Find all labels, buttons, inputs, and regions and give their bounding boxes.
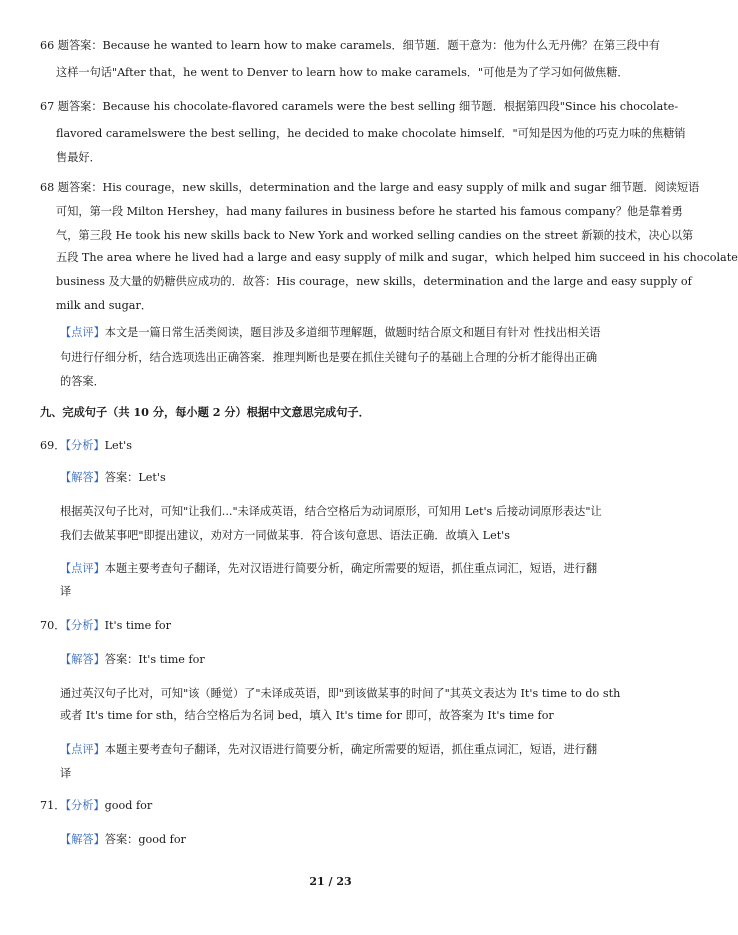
q71-analysis: good for — [104, 799, 153, 812]
q68-line-5: business 及大量的奶糖供应成功的．故答：His courage，new skills，determination and the large and easy supply of — [56, 275, 692, 288]
q69-explanation-1: 根据英汉句子比对，可知"让我们..."未译成英语，结合空格后为动词原形，可知用 Let's 后接动词原形表达"让 — [60, 505, 602, 518]
q70-analysis-line — [40, 614, 171, 638]
q70-answer-line — [60, 648, 205, 672]
section-heading: 九、完成句子（共 10 分，每小题 2 分）根据中文意思完成句子． — [40, 405, 370, 419]
q70-review-line — [60, 738, 597, 762]
q71-answer: 答案：good for — [104, 833, 186, 846]
q69-answer-line — [60, 466, 166, 490]
review-tag: 【点评】 — [60, 743, 105, 756]
q71-answer-line — [60, 828, 186, 852]
page-number: 21 / 23 — [309, 875, 352, 888]
answer-tag: 【解答】 — [60, 833, 105, 846]
q70-answer: 答案：It's time for — [104, 653, 205, 666]
q69-analysis: Let's — [104, 439, 132, 452]
q68-line-4: 五段 The area where he lived had a large and easy supply of milk and sugar，which helped him succeed in his chocolate — [56, 251, 738, 264]
analysis-tag: 【分析】 — [65, 799, 105, 812]
q69-answer: 答案：Let's — [104, 471, 166, 484]
q70-review-text: 本题主要考查句子翻译，先对汉语进行简要分析，确定所需要的短语，抓住重点词汇，短语，进行翻 — [104, 743, 598, 756]
q67-line-1: 67 题答案：Because his chocolate-flavored caramels were the best selling 细节题．根据第四段"Since his chocolate- — [40, 100, 679, 113]
q68-line-2: 可知，第一段 Milton Hershey，had many failures in business before he started his famous company？他是靠着勇 — [56, 205, 683, 218]
analysis-tag: 【分析】 — [65, 439, 105, 452]
q67-line-2: flavored caramelswere the best selling，he decided to make chocolate himself．"可知是因为他的巧克力味的焦糖销 — [56, 127, 686, 140]
q70-number: 70． — [40, 619, 66, 632]
q70-explanation-1: 通过英汉句子比对，可知"该（睡觉）了"未译成英语，即"到该做某事的时间了"其英文表达为 It's time to do sth — [60, 687, 621, 700]
q70-analysis: It's time for — [104, 619, 171, 632]
q66-line-2: 这样一句话"After that，he went to Denver to learn how to make caramels．"可他是为了学习如何做焦糖． — [56, 66, 629, 79]
q67-line-3: 售最好． — [56, 151, 101, 164]
q71-analysis-line — [40, 794, 152, 818]
q69-explanation-2: 我们去做某事吧"即提出建议，劝对方一同做某事．符合该句意思、语法正确．故填入 Let's — [60, 529, 511, 542]
q68-line-6: milk and sugar． — [56, 299, 153, 312]
answer-tag: 【解答】 — [60, 653, 105, 666]
q70-explanation-2: 或者 It's time for sth，结合空格后为名词 bed，填入 It's time for 即可，故答案为 It's time for — [60, 709, 554, 722]
review-tag: 【点评】 — [60, 562, 105, 575]
review-1-line-1 — [60, 321, 601, 345]
answer-tag: 【解答】 — [60, 471, 105, 484]
analysis-tag: 【分析】 — [65, 619, 105, 632]
q68-line-3: 气，第三段 He took his new skills back to New York and worked selling candies on the street 新颖的技术，决心以第 — [56, 229, 694, 242]
q69-review-line — [60, 557, 597, 581]
q71-number: 71． — [40, 799, 66, 812]
q69-analysis-line — [40, 434, 132, 458]
q68-line-1: 68 题答案：His courage，new skills，determination and the large and easy supply of milk and sugar 细节题．阅读短语 — [40, 181, 700, 194]
q66-line-1: 66 题答案：Because he wanted to learn how to make caramels．细节题．题干意为：他为什么无丹佛？在第三段中有 — [40, 39, 660, 52]
q69-review-text: 本题主要考查句子翻译，先对汉语进行简要分析，确定所需要的短语，抓住重点词汇，短语，进行翻 — [104, 562, 598, 575]
q70-review-line-2: 译 — [60, 767, 72, 780]
review-1-line-3: 的答案． — [60, 375, 105, 388]
q69-number: 69． — [40, 439, 66, 452]
review-1-line-2: 句进行仔细分析，结合选项选出正确答案．推理判断也是要在抓住关键句子的基础上合理的分析才能得出正确 — [60, 351, 598, 364]
review-1-text-1: 本文是一篇日常生活类阅读，题目涉及多道细节理解题，做题时结合原文和题目有针对 性找出相关语 — [104, 326, 601, 339]
q69-review-line-2: 译 — [60, 585, 72, 598]
review-tag: 【点评】 — [60, 326, 105, 339]
